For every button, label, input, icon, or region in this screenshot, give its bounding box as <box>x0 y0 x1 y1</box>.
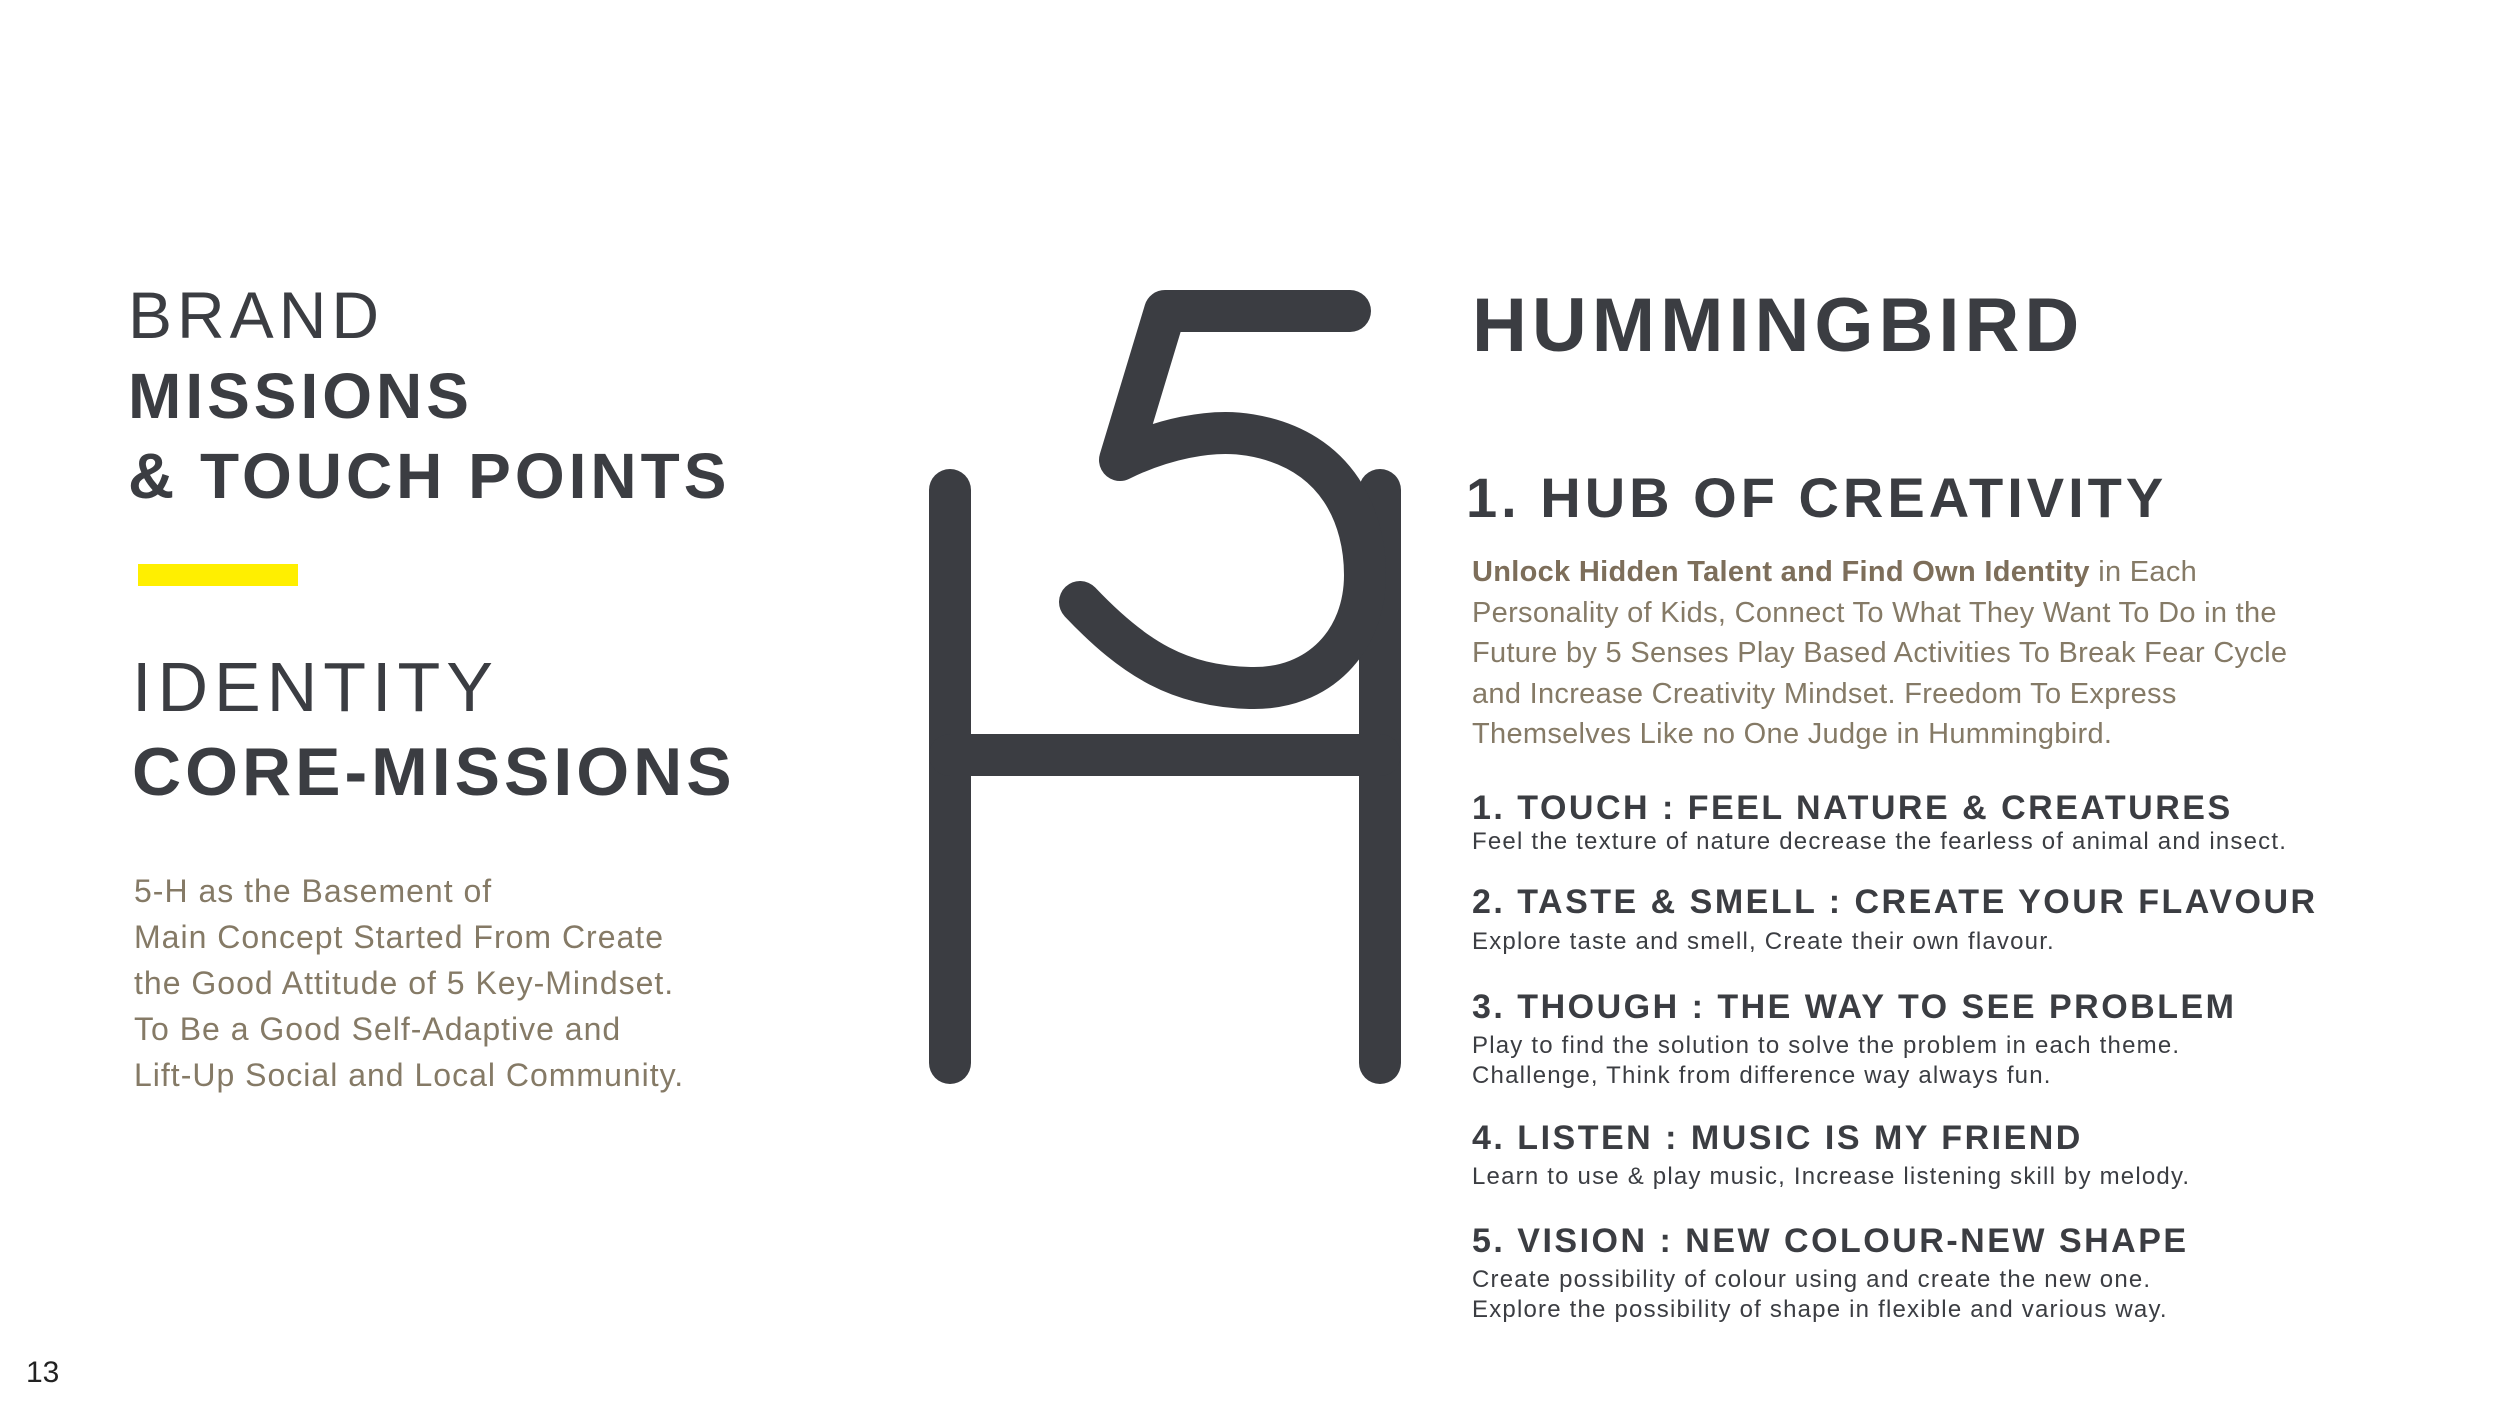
hub-description <box>1472 552 2472 755</box>
hub-of-creativity-title: 1. HUB OF CREATIVITY <box>1466 466 2168 529</box>
description-line: Lift-Up Social and Local Community. <box>134 1057 685 1093</box>
sense-item-desc: Explore the possibility of shape in flexible and various way. <box>1472 1296 2168 1323</box>
brand-heading-light: BRAND <box>128 278 385 352</box>
identity-heading-core-missions: CORE-MISSIONS <box>132 734 736 810</box>
hub-description-line <box>1472 552 2472 593</box>
description-line: 5-H as the Basement of <box>134 873 493 909</box>
yellow-accent-bar <box>138 564 298 586</box>
sense-item-title-vision: 5. VISION : NEW COLOUR-NEW SHAPE <box>1472 1222 2189 1260</box>
hub-description-rest: in Each <box>2089 556 2198 588</box>
hub-description-line: and Increase Creativity Mindset. Freedom To Express <box>1472 677 2177 710</box>
hub-description-strong: Unlock Hidden Talent and Find Own Identity <box>1472 556 2090 588</box>
sense-item-title-though: 3. THOUGH : THE WAY TO SEE PROBLEM <box>1472 988 2237 1026</box>
sense-item-title-listen: 4. LISTEN : MUSIC IS MY FRIEND <box>1472 1119 2083 1157</box>
sense-item-title-taste-smell: 2. TASTE & SMELL : CREATE YOUR FLAVOUR <box>1472 883 2318 921</box>
hub-description-line: Themselves Like no One Judge in Hummingbird. <box>1472 718 2113 750</box>
brand-heading-touch-points: & TOUCH POINTS <box>128 440 731 512</box>
identity-heading-light: IDENTITY <box>132 648 499 726</box>
5h-logo-icon <box>920 290 1420 1090</box>
description-line: To Be a Good Self-Adaptive and <box>134 1011 622 1047</box>
sense-item-desc: Create possibility of colour using and create the new one. <box>1472 1266 2152 1293</box>
hub-description-line: Personality of Kids, Connect To What They Want To Do in the <box>1472 596 2277 629</box>
description-line: the Good Attitude of 5 Key-Mindset. <box>134 965 675 1001</box>
sense-item-desc: Feel the texture of nature decrease the fearless of animal and insect. <box>1472 828 2288 855</box>
page-number: 13 <box>26 1356 60 1389</box>
sense-item-desc: Learn to use & play music, Increase listening skill by melody. <box>1472 1163 2191 1190</box>
hub-description-line: Future by 5 Senses Play Based Activities To Break Fear Cycle <box>1472 637 2288 669</box>
sense-item-title-touch: 1. TOUCH : FEEL NATURE & CREATURES <box>1472 789 2233 827</box>
core-missions-description <box>134 868 814 1098</box>
hummingbird-title: HUMMINGBIRD <box>1472 283 2085 368</box>
sense-item-desc: Explore taste and smell, Create their own flavour. <box>1472 928 2055 955</box>
sense-item-desc: Play to find the solution to solve the problem in each theme. <box>1472 1032 2181 1059</box>
sense-item-desc: Challenge, Think from difference way always fun. <box>1472 1062 2052 1089</box>
description-line: Main Concept Started From Create <box>134 919 664 955</box>
brand-heading-missions: MISSIONS <box>128 360 473 432</box>
